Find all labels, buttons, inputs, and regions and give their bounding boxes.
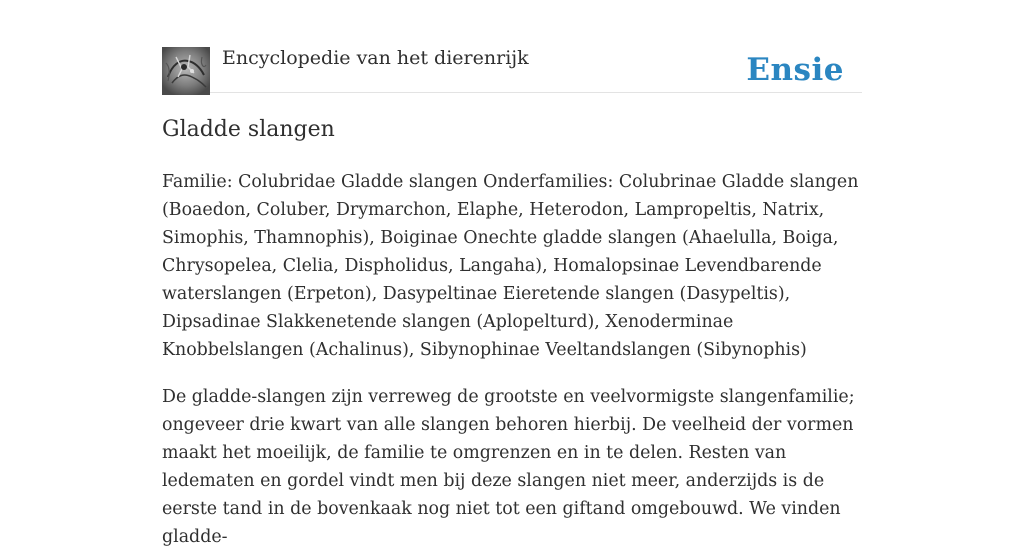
source-title[interactable]: Encyclopedie van het dierenrijk [222,47,529,69]
source-avatar[interactable] [162,47,210,95]
page-title: Gladde slangen [162,117,335,142]
header [162,0,862,93]
article-paragraph-2: De gladde-slangen zijn verreweg de grootste en veelvormigste slangenfamilie; ongeveer drie kwart van alle slangen behoren hierbij. De veelheid der vormen maakt het moeilijk, de familie te omgrenzen en in te delen. Resten van ledematen en gordel vindt men bij deze slangen niet meer, anderzijds is de eerste tand in de bovenkaak nog niet tot een giftand omgebouwd. We vinden gladde- [162,387,855,547]
page [162,0,862,547]
article-paragraph-1: Familie: Colubridae Gladde slangen Onderfamilies: Colubrinae Gladde slangen (Boaedon, Coluber, Drymarchon, Elaphe, Heterodon, Lampropeltis, Natrix, Simophis, Thamnophis), Boiginae Onechte gladde slangen (Ahaelulla, Boiga, Chrysopelea, Clelia, Dispholidus, Langaha), Homalopsinae Levendbarende waterslangen (Erpeton), Dasypeltinae Eieretende slangen (Dasypeltis), Dipsadinae Slakkenetende slangen (Aplopelturd), Xenoderminae Knobbelslangen (Achalinus), Sibynophinae Veeltandslangen (Sibynophis) [162,172,859,360]
ensie-logo[interactable]: Ensie [746,52,844,88]
animal-engraving-avatar-icon [162,47,210,95]
